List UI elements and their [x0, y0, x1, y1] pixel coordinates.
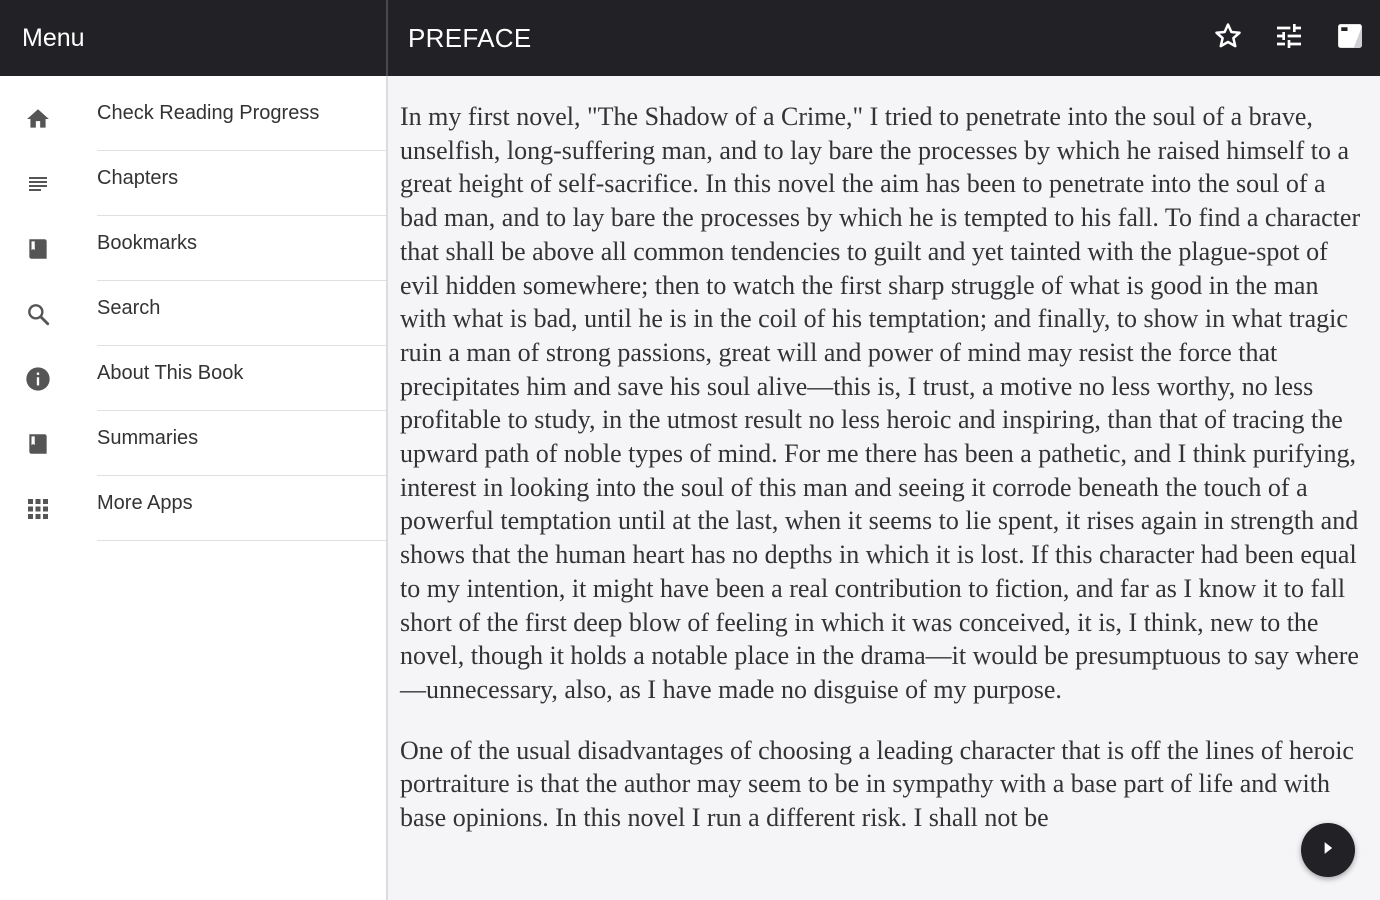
theme-toggle-button[interactable]	[1319, 0, 1380, 76]
menu-item-chapters[interactable]	[0, 151, 386, 216]
drawer-header	[0, 0, 386, 76]
menu-item-label: Bookmarks	[97, 232, 198, 254]
star-icon	[1213, 21, 1243, 56]
next-page-button[interactable]	[1301, 823, 1355, 877]
drawer-title: Menu	[22, 23, 85, 52]
menu-item-label: Chapters	[97, 167, 179, 189]
info-icon	[24, 365, 52, 393]
search-icon	[24, 300, 52, 328]
menu-item-check-reading-progress[interactable]	[0, 86, 386, 151]
tune-icon	[1273, 20, 1305, 57]
menu-item-label: Search	[97, 297, 161, 319]
menu-item-about-this-book[interactable]	[0, 346, 386, 411]
reading-pane	[388, 0, 1380, 900]
menu-item-bookmarks[interactable]	[0, 216, 386, 281]
menu-item-label: About This Book	[97, 362, 244, 384]
menu-item-label: More Apps	[97, 492, 193, 514]
drawer-menu	[0, 76, 386, 541]
grid-icon	[24, 495, 52, 523]
play-arrow-icon	[1318, 838, 1338, 863]
navigation-drawer	[0, 0, 386, 900]
book-text	[400, 100, 1365, 862]
paragraph: In my first novel, "The Shadow of a Crime," I tried to penetrate into the soul of a brave, unselfish, long-suffering man, and to lay bare the processes by which he raised himself to a great height of self-sacrifice. In this novel the aim has been to penetrate into the soul of a bad man, and to lay bare the processes by which he is tempted to his fall. To find a character that shall be above all common tendencies to guilt and yet tainted with the plague-spot of evil hidden somewhere; then to watch the first sharp struggle of what is good in the man with what is bad, until he is in the coil of his temptation; and finally, to show in what tragic ruin a man of strong passions, great will and power of mind may resist the force that precipitates him and save his soul alive—this is, I trust, a motive no less worthy, no less profitable to study, in the utmost result no less heroic and inspiring, than that of tracing the upward path of noble types of mind. For me there has been a pathetic, and I think purifying, interest in looking into the soul of this man and seeing it corrode beneath the touch of a powerful temptation until at the last, when it seems to lie spent, it rises again in strength and shows that the human heart has no depths in which it is lost. If this character had been equal to my intention, it might have been a real contribution to fiction, and far as I know it to fall short of the first deep blow of feeling in which it was conceived, it is, I think, new to the novel, though it holds a notable place in the drama—it would be presumptuous to say where—unnecessary, also, as I have made no disguise of my purpose.	[400, 102, 1361, 704]
menu-item-search[interactable]	[0, 281, 386, 346]
toolbar-actions	[1197, 0, 1380, 76]
paragraph: One of the usual disadvantages of choosing a leading character that is off the lines of heroic portraiture is that the author may seem to be in sympathy with a base part of life and with base opinions. In this novel I run a different risk. I shall not be	[400, 735, 1354, 833]
book-icon	[24, 235, 52, 263]
book-icon	[24, 430, 52, 458]
divider	[97, 540, 386, 541]
theme-icon	[1335, 21, 1365, 56]
list-icon	[24, 170, 52, 198]
text-settings-button[interactable]	[1258, 0, 1319, 76]
chapter-title: PREFACE	[408, 22, 532, 53]
app-bar	[388, 0, 1380, 76]
bookmark-star-button[interactable]	[1197, 0, 1258, 76]
menu-item-summaries[interactable]	[0, 411, 386, 476]
menu-item-more-apps[interactable]	[0, 476, 386, 541]
home-icon	[24, 105, 52, 133]
menu-item-label: Check Reading Progress	[97, 102, 320, 124]
menu-item-label: Summaries	[97, 427, 199, 449]
